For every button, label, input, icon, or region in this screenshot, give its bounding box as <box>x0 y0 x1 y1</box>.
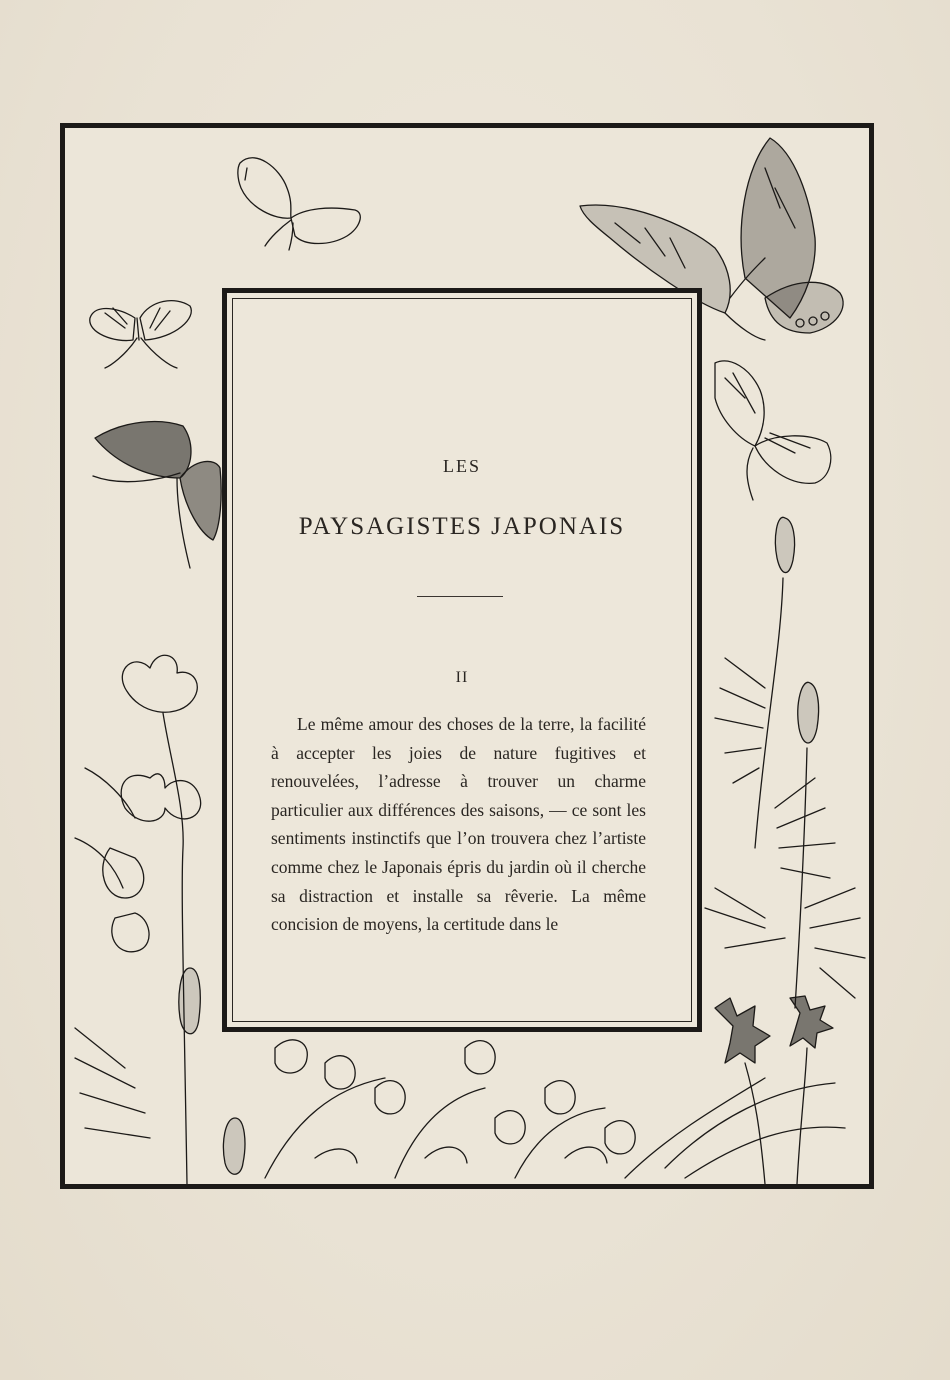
paragraph: Le même amour des choses de la terre, la facilité à accepter les joies de nature fugitives et renouvelées, l’adresse à trouver un charme particulier aux différences des saisons, — ce sont les sentiments instinctifs que l’on trouvera chez l’artiste comme chez le Japonais épris du jardin où il cherche sa distraction et installe sa rêverie. La même concision de moyens, la certitude dans le <box>271 714 646 935</box>
butterfly-icon <box>238 158 360 250</box>
chapter-number: II <box>455 669 469 686</box>
decorative-border-frame <box>60 123 874 1189</box>
title-line-2: PAYSAGISTES JAPONAIS <box>298 513 626 540</box>
horsetail-icon <box>705 517 865 1008</box>
butterfly-icon <box>90 301 192 368</box>
title-line-1: LES <box>442 456 481 476</box>
body-text <box>271 710 646 939</box>
flower-icon <box>715 996 833 1184</box>
text-panel <box>222 288 702 1032</box>
title-rule <box>417 596 503 597</box>
flower-icon <box>75 655 201 1184</box>
butterfly-icon <box>715 361 831 500</box>
butterfly-icon <box>93 422 221 568</box>
